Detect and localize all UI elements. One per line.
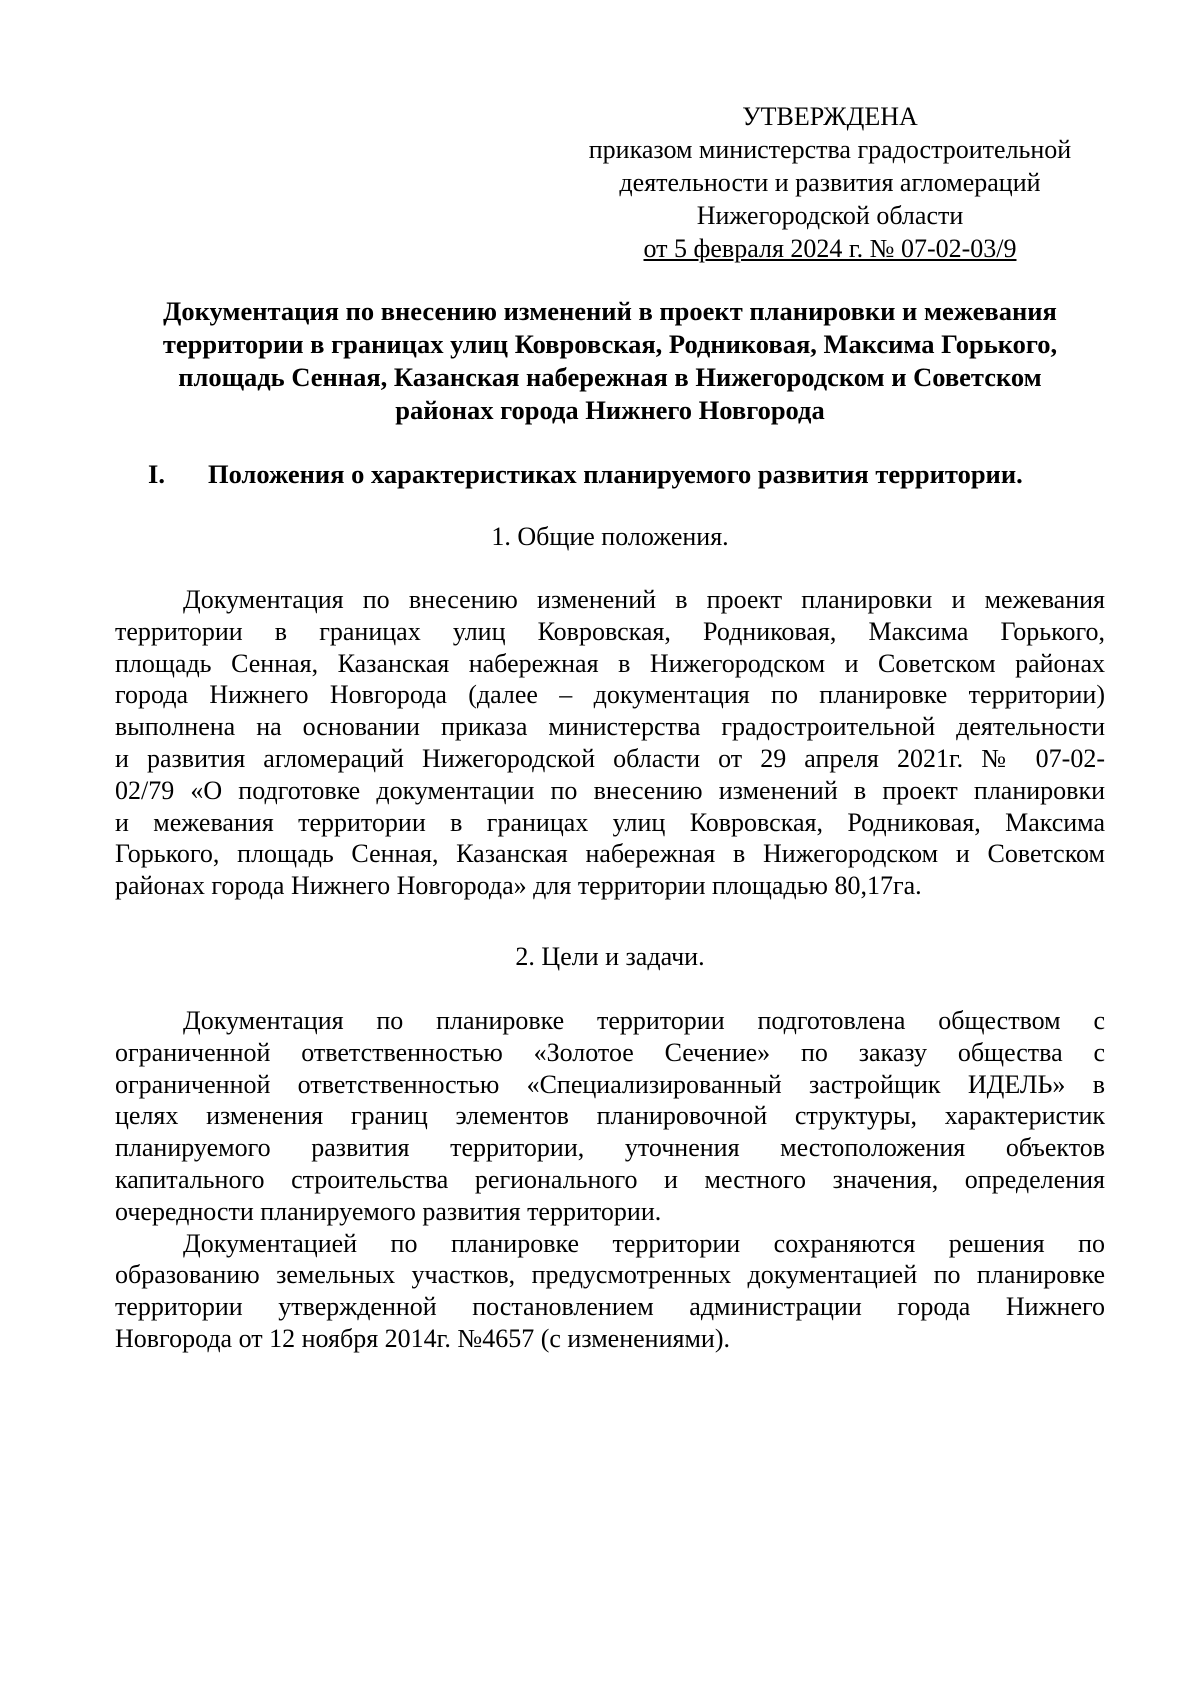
approval-line: Нижегородской области xyxy=(696,201,964,230)
paragraph-line: Документацией по планировке территории сохраняются решения по xyxy=(183,1228,1105,1258)
paragraph-line: ограниченной ответственностью «Золотое Сечение» по заказу общества с xyxy=(115,1037,1105,1067)
paragraph-line: целях изменения границ элементов планировочной структуры, характеристик xyxy=(115,1101,1105,1131)
paragraphs-goals xyxy=(115,1005,1105,1355)
paragraph-line: города Нижнего Новгорода (далее – документация по планировке территории) xyxy=(115,680,1105,710)
paragraph-line: Новгорода от 12 ноября 2014г. №4657 (с изменениями). xyxy=(115,1323,730,1353)
paragraph-line: выполнена на основании приказа министерства градостроительной деятельности xyxy=(115,712,1105,742)
paragraph-line: районах города Нижнего Новгорода» для территории площадью 80,17га. xyxy=(115,871,922,901)
paragraph-line: и развития агломераций Нижегородской области от 29 апреля 2021г. № 07-02- xyxy=(115,743,1105,773)
paragraph-general xyxy=(115,584,1105,902)
approval-line: приказом министерства градостроительной xyxy=(588,135,1072,164)
paragraph-line: площадь Сенная, Казанская набережная в Нижегородском и Советском районах xyxy=(115,648,1105,678)
approval-heading: УТВЕРЖДЕНА xyxy=(742,102,918,131)
paragraph-line: территории в границах улиц Ковровская, Родниковая, Максима Горького, xyxy=(115,616,1105,646)
paragraph-line: очередности планируемого развития территории. xyxy=(115,1196,662,1226)
subsection-title-general: 1. Общие положения. xyxy=(491,522,729,551)
approval-stamp xyxy=(560,100,1100,265)
section-heading xyxy=(148,458,1108,491)
paragraph-line: ограниченной ответственностью «Специализированный застройщик ИДЕЛЬ» в xyxy=(115,1069,1105,1099)
subsection-title-goals: 2. Цели и задачи. xyxy=(515,942,705,971)
paragraph-line: капитального строительства регионального и местного значения, определения xyxy=(115,1164,1105,1194)
paragraph-line: планируемого развития территории, уточнения местоположения объектов xyxy=(115,1133,1105,1163)
paragraph-line: Документация по планировке территории подготовлена обществом с xyxy=(183,1006,1105,1035)
paragraph-line: территории утвержденной постановлением администрации города Нижнего xyxy=(115,1292,1105,1322)
title-line: районах города Нижнего Новгорода xyxy=(395,395,825,425)
paragraph-line: и межевания территории в границах улиц Ковровская, Родниковая, Максима xyxy=(115,807,1105,837)
document-title xyxy=(120,295,1100,427)
section-title: Положения о характеристиках планируемого развития территории. xyxy=(208,459,1023,489)
approval-line: деятельности и развития агломераций xyxy=(619,168,1041,197)
paragraph-line: Горького, площадь Сенная, Казанская набережная в Нижегородском и Советском xyxy=(115,839,1105,869)
paragraph-line: 02/79 «О подготовке документации по внесению изменений в проект планировки xyxy=(115,775,1105,805)
approval-date: от 5 февраля 2024 г. № 07-02-03/9 xyxy=(643,234,1017,263)
paragraph-line: образованию земельных участков, предусмотренных документацией по планировке xyxy=(115,1260,1105,1290)
paragraph-line: Документация по внесению изменений в проект планировки и межевания xyxy=(183,585,1105,614)
section-number: I. xyxy=(148,459,165,489)
title-line: площадь Сенная, Казанская набережная в Нижегородском и Советском xyxy=(178,362,1042,392)
title-line: Документация по внесению изменений в проект планировки и межевания xyxy=(163,296,1057,326)
title-line: территории в границах улиц Ковровская, Родниковая, Максима Горького, xyxy=(162,329,1058,359)
